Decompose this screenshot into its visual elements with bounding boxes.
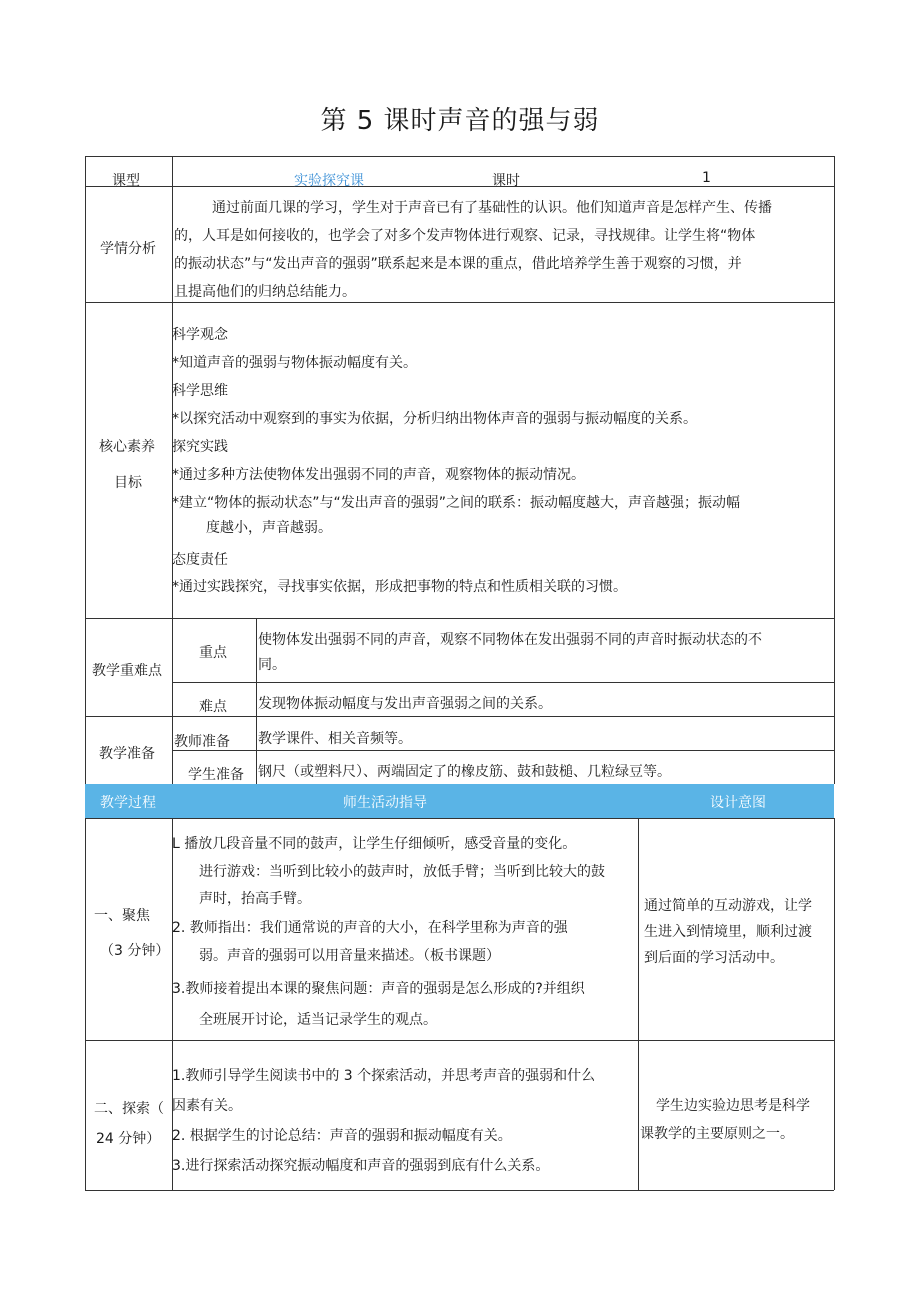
teacher-prep-label: 教师准备: [174, 734, 230, 750]
difficulty-label: 难点: [199, 699, 227, 715]
stage-time: （3 分钟）: [100, 943, 170, 959]
core-heading: 探究实践: [172, 439, 228, 455]
table-line: [638, 818, 639, 1190]
table-line: [85, 618, 834, 619]
table-line: [85, 156, 86, 784]
stage-name: 二、探索（: [94, 1101, 164, 1117]
key-point: 使物体发出强弱不同的声音，观察不同物体在发出强弱不同的声音时振动状态的不: [258, 632, 762, 648]
intent-line: 生进入到情境里，顺利过渡: [644, 924, 812, 940]
intent-line: 学生边实验边思考是科学: [656, 1098, 810, 1114]
table-line: [172, 682, 834, 683]
core-item: *知道声音的强弱与物体振动幅度有关。: [172, 355, 417, 371]
activity-line: 因素有关。: [172, 1098, 242, 1114]
activity-line: L 播放几段音量不同的鼓声，让学生仔细倾听，感受音量的变化。: [172, 836, 577, 852]
table-line: [85, 186, 834, 187]
activity-line: 2. 根据学生的讨论总结：声音的强弱和振动幅度有关。: [172, 1128, 512, 1144]
prep-label: 教学准备: [99, 746, 155, 762]
table-line: [834, 818, 835, 1190]
activity-line: 声时，抬高手臂。: [199, 891, 311, 907]
type-label: 课型: [112, 173, 140, 189]
table-line: [834, 156, 835, 784]
table-line: [85, 818, 834, 819]
analysis-line: 的振动状态”与“发出声音的强弱”联系起来是本课的重点，借此培养学生善于观察的习惯，并: [174, 256, 742, 272]
stage-time: 24 分钟）: [96, 1131, 161, 1147]
process-header-activity: 师生活动指导: [343, 795, 427, 811]
core-heading: 态度责任: [172, 552, 228, 568]
activity-line: 2. 教师指出：我们通常说的声音的大小，在科学里称为声音的强: [172, 920, 568, 936]
intent-line: 到后面的学习活动中。: [644, 950, 784, 966]
core-item: *建立“物体的振动状态”与“发出声音的强弱”之间的联系：振动幅度越大，声音越强；振动幅: [172, 495, 741, 511]
student-prep-label: 学生准备: [188, 767, 244, 783]
core-item: *以探究活动中观察到的事实为依据，分析归纳出物体声音的强弱与振动幅度的关系。: [172, 411, 697, 427]
process-header: [85, 784, 834, 818]
table-line: [85, 1040, 834, 1041]
activity-line: 3.进行探索活动探究振动幅度和声音的强弱到底有什么关系。: [172, 1158, 550, 1174]
activity-line: 全班展开讨论，适当记录学生的观点。: [199, 1012, 437, 1028]
activity-line: 弱。声音的强弱可以用音量来描述。（板书课题）: [199, 948, 500, 964]
table-line: [85, 818, 86, 1190]
period-value: 1: [702, 170, 711, 186]
analysis-label: 学情分析: [100, 241, 156, 257]
intent-line: 课教学的主要原则之一。: [640, 1126, 794, 1142]
core-item: *通过实践探究，寻找事实依据，形成把事物的特点和性质相关联的习惯。: [172, 579, 627, 595]
key-point-cont: 同。: [258, 657, 286, 673]
core-heading: 科学观念: [172, 327, 228, 343]
process-header-stage: 教学过程: [100, 795, 156, 811]
page-title: 第 5 课时声音的强与弱: [320, 106, 600, 136]
core-item-cont: 度越小，声音越弱。: [206, 520, 332, 536]
core-label: 核心素养: [99, 439, 155, 455]
activity-line: 3.教师接着提出本课的聚焦问题：声音的强弱是怎么形成的?并组织: [172, 981, 585, 997]
table-line: [256, 618, 257, 784]
key-point-label: 重点: [199, 645, 227, 661]
analysis-line: 通过前面几课的学习，学生对于声音已有了基础性的认识。他们知道声音是怎样产生、传播: [212, 200, 772, 216]
intent-line: 通过简单的互动游戏，让学: [644, 898, 812, 914]
analysis-line: 且提高他们的归纳总结能力。: [174, 284, 356, 300]
analysis-line: 的，人耳是如何接收的，也学会了对多个发声物体进行观察、记录，寻找规律。让学生将“物体: [174, 228, 756, 244]
table-line: [85, 156, 834, 157]
stage-name: 一、聚焦: [94, 908, 150, 924]
period-label: 课时: [492, 173, 520, 189]
table-line: [85, 1190, 834, 1191]
core-heading: 科学思维: [172, 383, 228, 399]
process-header-intent: 设计意图: [710, 795, 766, 811]
activity-line: 1.教师引导学生阅读书中的 3 个探索活动，并思考声音的强弱和什么: [172, 1068, 596, 1084]
activity-line: 进行游戏：当听到比较小的鼓声时，放低手臂；当听到比较大的鼓: [199, 864, 605, 880]
teacher-prep: 教学课件、相关音频等。: [258, 731, 412, 747]
type-value: 实验探究课: [294, 173, 364, 189]
difficulty: 发现物体振动幅度与发出声音强弱之间的关系。: [258, 696, 552, 712]
core-item: *通过多种方法使物体发出强弱不同的声音，观察物体的振动情况。: [172, 467, 585, 483]
student-prep: 钢尺（或塑料尺）、两端固定了的橡皮筋、鼓和鼓槌、几粒绿豆等。: [258, 764, 671, 780]
core-label-2: 目标: [114, 475, 142, 491]
key-label: 教学重难点: [92, 663, 162, 679]
